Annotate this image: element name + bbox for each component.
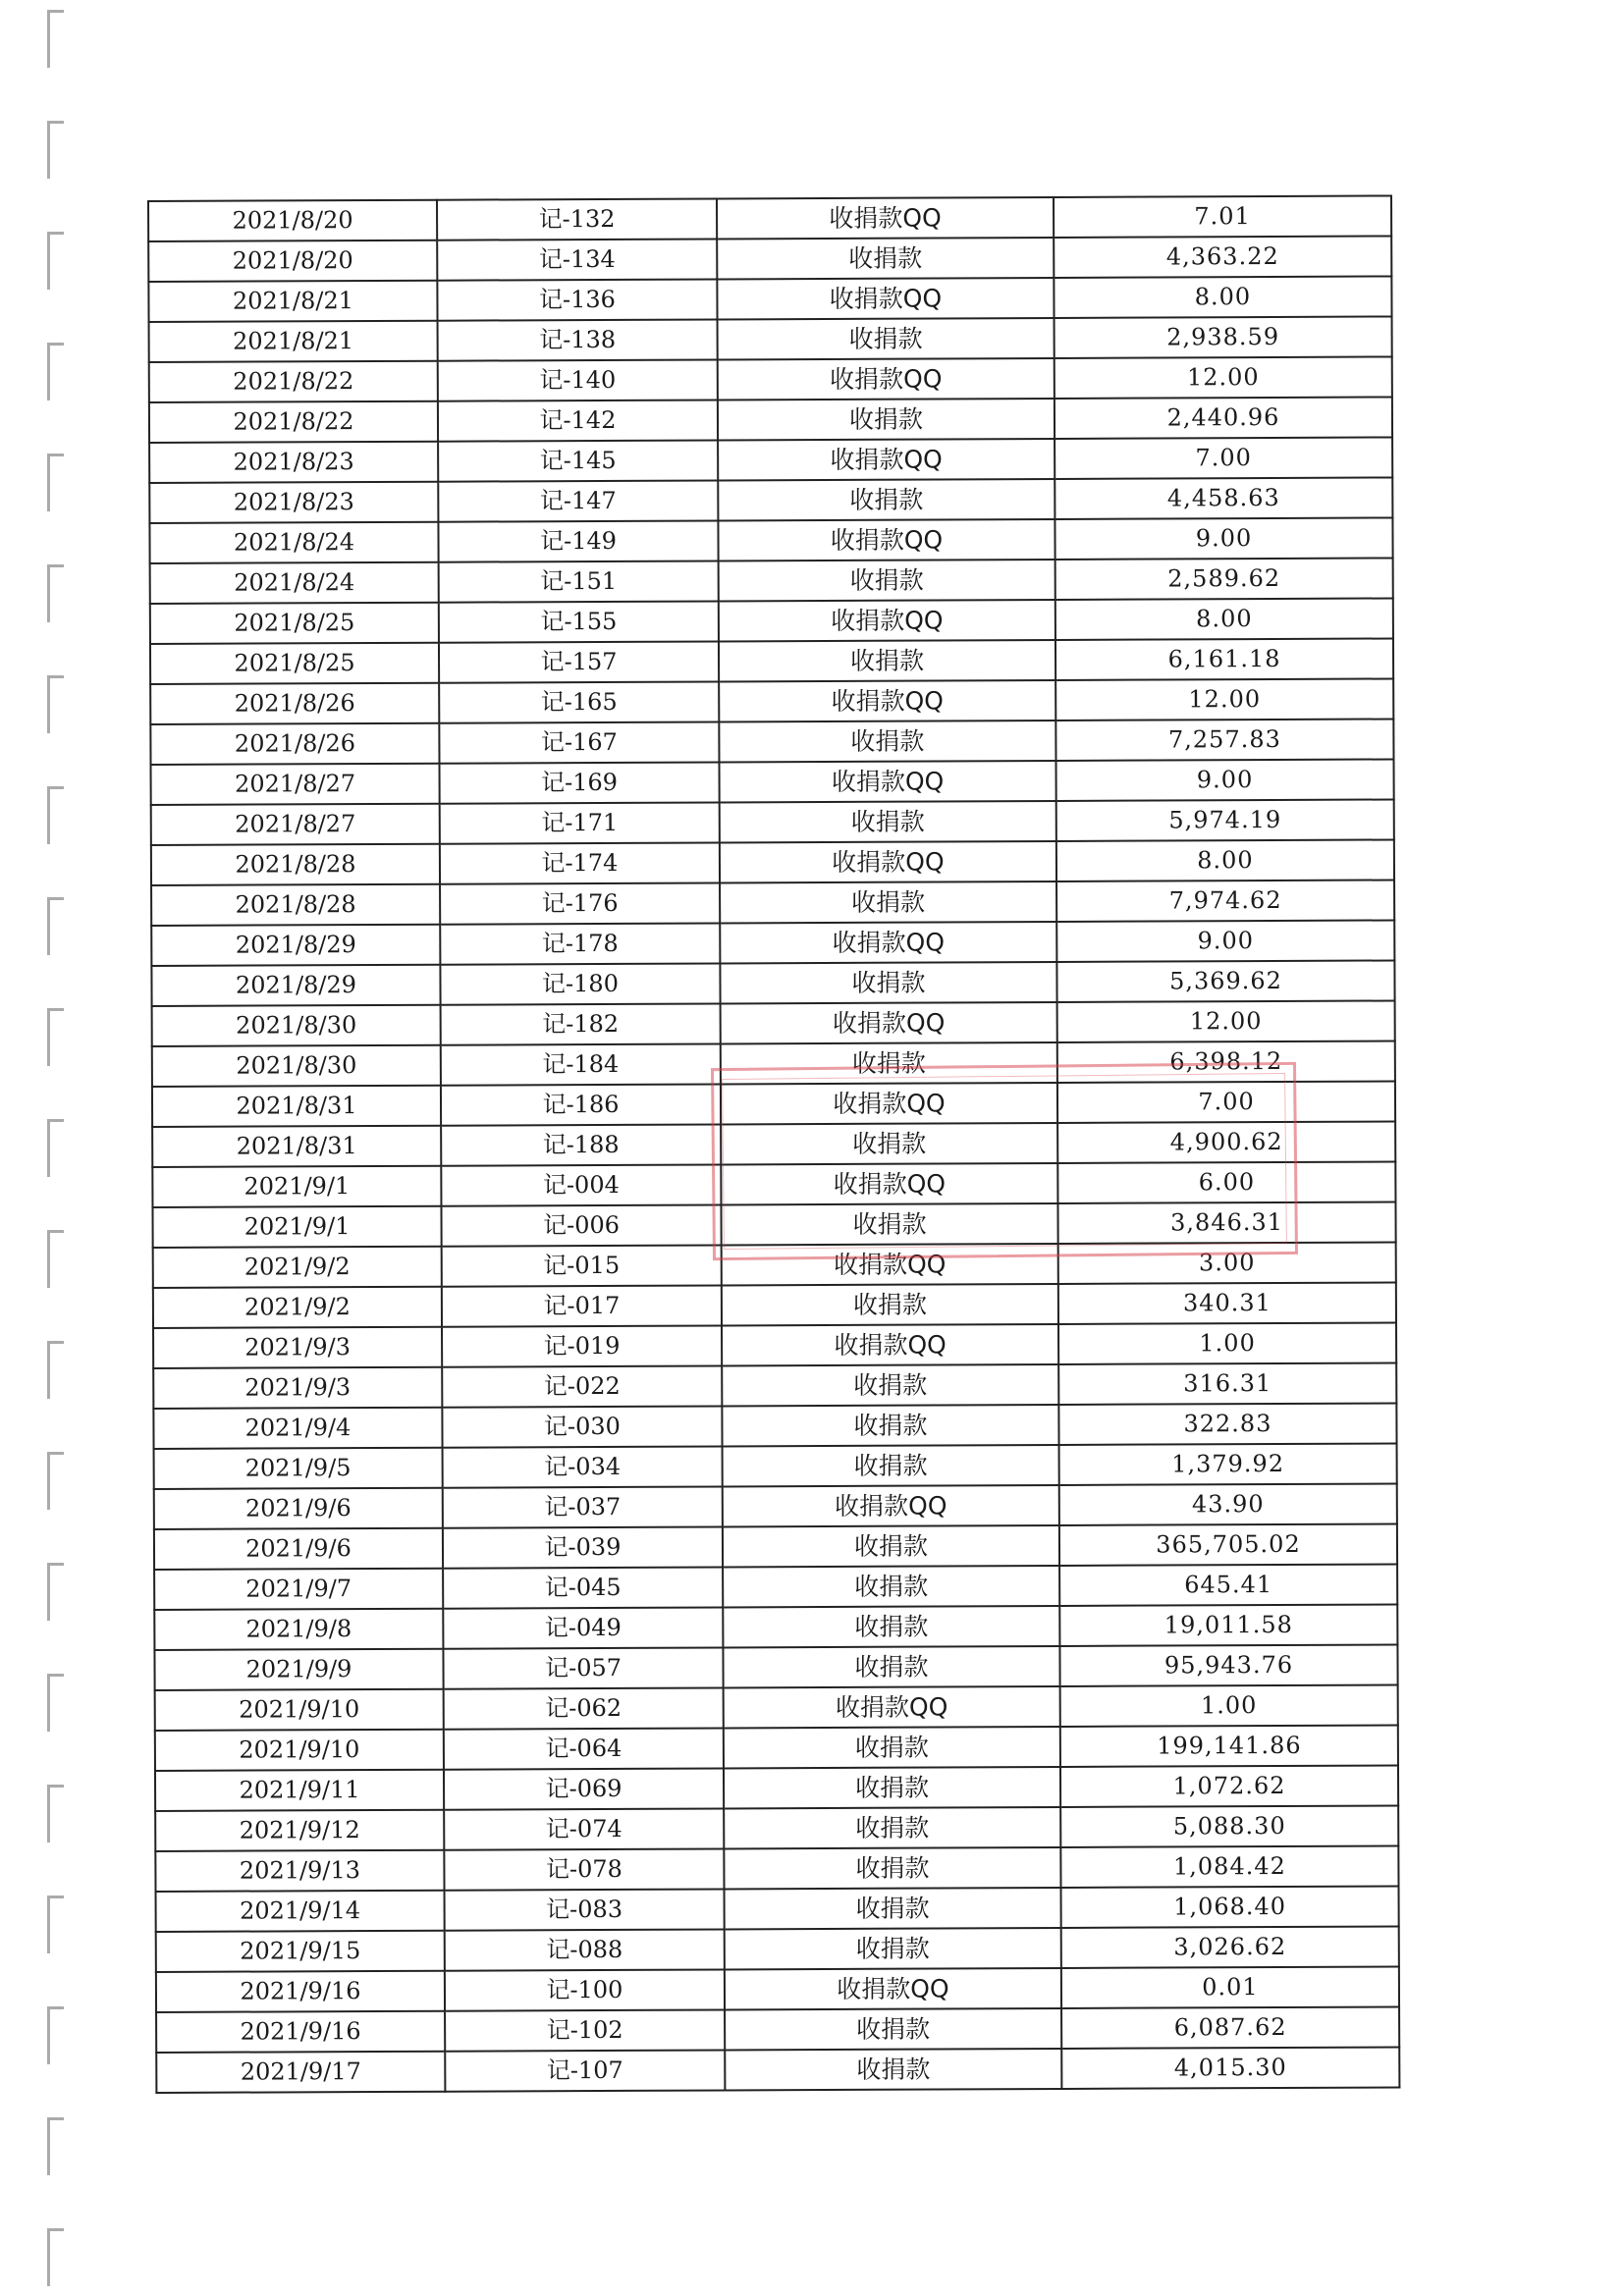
amount-cell: 316.31 xyxy=(1058,1362,1396,1405)
date-cell: 2021/9/2 xyxy=(153,1287,442,1328)
amount-cell: 2,440.96 xyxy=(1055,397,1392,439)
table-row xyxy=(152,1081,1395,1127)
amount-cell: 6.00 xyxy=(1057,1161,1395,1203)
voucher-cell: 记-102 xyxy=(445,2009,725,2051)
date-cell: 2021/8/22 xyxy=(149,401,438,443)
date-cell: 2021/9/4 xyxy=(153,1408,442,1449)
date-cell: 2021/9/16 xyxy=(156,1971,445,2012)
date-cell: 2021/9/2 xyxy=(153,1247,442,1288)
table-row xyxy=(151,839,1394,885)
binding-hole-mark xyxy=(47,897,64,955)
amount-cell: 1,379.92 xyxy=(1059,1443,1397,1485)
table-row xyxy=(150,558,1393,604)
voucher-cell: 记-100 xyxy=(445,1969,725,2010)
table-row xyxy=(155,1684,1398,1731)
voucher-cell: 记-165 xyxy=(439,681,719,722)
summary-cell: 收捐款 xyxy=(720,881,1056,923)
amount-cell: 7.00 xyxy=(1055,437,1392,479)
date-cell: 2021/8/28 xyxy=(151,844,440,885)
table-row xyxy=(151,960,1394,1006)
table-row xyxy=(156,2006,1399,2053)
voucher-cell: 记-074 xyxy=(444,1808,724,1849)
date-cell: 2021/9/8 xyxy=(154,1609,443,1650)
amount-cell: 3,026.62 xyxy=(1061,1926,1399,1968)
voucher-cell: 记-069 xyxy=(444,1768,724,1809)
date-cell: 2021/8/26 xyxy=(150,723,439,765)
amount-cell: 7,257.83 xyxy=(1055,719,1393,761)
voucher-cell: 记-167 xyxy=(439,721,719,763)
amount-cell: 7.00 xyxy=(1057,1081,1395,1123)
summary-cell: 收捐款 xyxy=(722,1284,1058,1325)
voucher-cell: 记-142 xyxy=(438,400,718,441)
date-cell: 2021/8/22 xyxy=(149,361,438,402)
summary-cell: 收捐款 xyxy=(722,1405,1058,1446)
date-cell: 2021/8/20 xyxy=(148,200,437,241)
summary-cell: 收捐款QQ xyxy=(720,922,1056,963)
summary-cell: 收捐款QQ xyxy=(721,1002,1057,1043)
table-row xyxy=(149,316,1392,362)
date-cell: 2021/9/7 xyxy=(154,1569,443,1610)
amount-cell: 322.83 xyxy=(1058,1403,1396,1445)
binding-hole-mark xyxy=(47,675,64,733)
summary-cell: 收捐款 xyxy=(718,318,1055,359)
summary-cell: 收捐款 xyxy=(718,399,1055,440)
amount-cell: 7,974.62 xyxy=(1056,880,1394,922)
summary-cell: 收捐款 xyxy=(722,1364,1058,1406)
date-cell: 2021/8/29 xyxy=(151,965,440,1006)
date-cell: 2021/9/1 xyxy=(152,1166,441,1207)
voucher-cell: 记-064 xyxy=(444,1728,724,1769)
table-row xyxy=(154,1483,1397,1529)
date-cell: 2021/8/31 xyxy=(152,1086,441,1127)
date-cell: 2021/9/9 xyxy=(154,1649,443,1690)
table-row xyxy=(156,2047,1399,2093)
date-cell: 2021/9/6 xyxy=(154,1488,443,1529)
table-row xyxy=(153,1362,1396,1409)
summary-cell: 收捐款 xyxy=(721,1123,1057,1164)
table-row xyxy=(148,276,1391,322)
summary-cell: 收捐款 xyxy=(719,560,1055,601)
amount-cell: 4,458.63 xyxy=(1055,477,1392,519)
date-cell: 2021/8/30 xyxy=(152,1005,441,1046)
summary-cell: 收捐款QQ xyxy=(722,1244,1058,1285)
voucher-cell: 记-132 xyxy=(437,198,717,240)
date-cell: 2021/8/20 xyxy=(148,240,437,282)
table-row xyxy=(149,356,1392,402)
table-row xyxy=(151,759,1394,805)
amount-cell: 9.00 xyxy=(1056,920,1394,962)
amount-cell: 9.00 xyxy=(1056,759,1394,801)
binding-hole-mark xyxy=(47,2228,64,2286)
voucher-cell: 记-017 xyxy=(442,1285,722,1326)
binding-hole-mark xyxy=(47,2117,64,2175)
binding-hole-mark xyxy=(47,1230,64,1288)
date-cell: 2021/9/13 xyxy=(155,1850,444,1892)
date-cell: 2021/9/3 xyxy=(153,1327,442,1368)
table-row xyxy=(152,1201,1395,1248)
amount-cell: 12.00 xyxy=(1055,678,1393,721)
voucher-cell: 记-138 xyxy=(438,319,718,360)
amount-cell: 1,068.40 xyxy=(1061,1886,1399,1928)
amount-cell: 43.90 xyxy=(1059,1483,1397,1525)
binding-hole-mark xyxy=(47,1563,64,1621)
date-cell: 2021/9/10 xyxy=(155,1730,444,1771)
amount-cell: 5,088.30 xyxy=(1060,1805,1398,1847)
amount-cell: 6,087.62 xyxy=(1061,2006,1399,2049)
table-row xyxy=(153,1282,1396,1328)
summary-cell: 收捐款QQ xyxy=(724,1686,1060,1728)
table-row xyxy=(148,195,1391,241)
summary-cell: 收捐款 xyxy=(723,1525,1059,1567)
table-row xyxy=(151,880,1394,926)
amount-cell: 340.31 xyxy=(1058,1282,1396,1324)
date-cell: 2021/9/6 xyxy=(154,1528,443,1570)
summary-cell: 收捐款 xyxy=(719,640,1055,681)
voucher-cell: 记-145 xyxy=(438,440,718,481)
summary-cell: 收捐款QQ xyxy=(723,1485,1059,1526)
amount-cell: 2,938.59 xyxy=(1055,316,1392,358)
amount-cell: 199,141.86 xyxy=(1060,1725,1398,1767)
summary-cell: 收捐款 xyxy=(725,1928,1061,1969)
binding-hole-mark xyxy=(47,564,64,622)
table-row xyxy=(153,1403,1396,1449)
amount-cell: 365,705.02 xyxy=(1059,1523,1397,1566)
table-row xyxy=(154,1564,1397,1610)
date-cell: 2021/9/11 xyxy=(155,1770,444,1811)
binding-hole-mark xyxy=(47,10,64,68)
table-row xyxy=(150,678,1393,724)
summary-cell: 收捐款 xyxy=(723,1445,1059,1486)
date-cell: 2021/9/17 xyxy=(156,2052,445,2093)
amount-cell: 0.01 xyxy=(1061,1966,1399,2008)
summary-cell: 收捐款QQ xyxy=(721,1083,1057,1124)
amount-cell: 8.00 xyxy=(1056,839,1394,881)
summary-cell: 收捐款QQ xyxy=(718,439,1055,480)
voucher-cell: 记-176 xyxy=(440,882,720,924)
binding-hole-mark xyxy=(47,1785,64,1842)
binding-hole-mark xyxy=(47,786,64,844)
date-cell: 2021/9/15 xyxy=(156,1931,445,1972)
table-row xyxy=(152,1161,1395,1207)
summary-cell: 收捐款QQ xyxy=(725,1968,1061,2009)
summary-cell: 收捐款QQ xyxy=(720,841,1056,882)
table-row xyxy=(151,920,1394,966)
binding-hole-mark xyxy=(47,121,64,179)
summary-cell: 收捐款 xyxy=(723,1566,1059,1607)
voucher-cell: 记-045 xyxy=(443,1567,723,1608)
summary-cell: 收捐款 xyxy=(724,1727,1060,1768)
binding-hole-mark xyxy=(47,2006,64,2064)
date-cell: 2021/9/12 xyxy=(155,1810,444,1851)
summary-cell: 收捐款 xyxy=(720,801,1056,842)
date-cell: 2021/8/30 xyxy=(152,1045,441,1087)
summary-cell: 收捐款 xyxy=(717,238,1054,279)
voucher-cell: 记-088 xyxy=(445,1929,725,1970)
voucher-cell: 记-034 xyxy=(443,1446,723,1487)
table-row xyxy=(152,1041,1395,1087)
voucher-cell: 记-015 xyxy=(442,1245,722,1286)
voucher-cell: 记-134 xyxy=(437,239,717,280)
date-cell: 2021/9/16 xyxy=(156,2011,445,2053)
summary-cell: 收捐款 xyxy=(723,1606,1059,1647)
ledger-table-body xyxy=(148,195,1399,2093)
table-row xyxy=(156,1886,1399,1932)
summary-cell: 收捐款QQ xyxy=(719,680,1055,721)
table-row xyxy=(154,1644,1397,1690)
table-row xyxy=(155,1845,1398,1892)
voucher-cell: 记-178 xyxy=(440,923,720,964)
table-row xyxy=(154,1523,1397,1570)
summary-cell: 收捐款 xyxy=(724,1807,1060,1848)
amount-cell: 3,846.31 xyxy=(1057,1201,1395,1244)
voucher-cell: 记-151 xyxy=(439,561,719,602)
ledger-table-container xyxy=(147,194,1396,2093)
voucher-cell: 记-062 xyxy=(444,1687,724,1729)
voucher-cell: 记-174 xyxy=(440,842,720,883)
amount-cell: 7.01 xyxy=(1054,195,1391,238)
voucher-cell: 记-037 xyxy=(443,1486,723,1527)
date-cell: 2021/8/27 xyxy=(151,764,440,805)
voucher-cell: 记-083 xyxy=(445,1889,725,1930)
amount-cell: 8.00 xyxy=(1055,598,1393,640)
binding-hole-mark xyxy=(47,232,64,290)
summary-cell: 收捐款 xyxy=(723,1646,1059,1687)
amount-cell: 1.00 xyxy=(1058,1322,1396,1364)
binding-hole-mark xyxy=(47,1896,64,1953)
voucher-cell: 记-149 xyxy=(438,520,718,561)
amount-cell: 3.00 xyxy=(1058,1242,1396,1284)
table-row xyxy=(150,719,1393,765)
voucher-cell: 记-184 xyxy=(441,1043,721,1085)
voucher-cell: 记-136 xyxy=(437,279,717,320)
table-row xyxy=(153,1322,1396,1368)
summary-cell: 收捐款 xyxy=(725,2049,1061,2090)
date-cell: 2021/8/25 xyxy=(150,643,439,684)
voucher-cell: 记-019 xyxy=(442,1325,722,1366)
date-cell: 2021/8/27 xyxy=(151,804,440,845)
summary-cell: 收捐款QQ xyxy=(719,600,1055,641)
table-row xyxy=(151,799,1394,845)
summary-cell: 收捐款 xyxy=(724,1847,1060,1889)
binding-hole-mark xyxy=(47,1674,64,1732)
voucher-cell: 记-057 xyxy=(443,1647,723,1688)
summary-cell: 收捐款QQ xyxy=(722,1324,1058,1365)
table-row xyxy=(149,397,1392,443)
binding-hole-mark xyxy=(47,454,64,511)
table-row xyxy=(154,1443,1397,1489)
binding-hole-mark xyxy=(47,1452,64,1510)
table-row xyxy=(152,1000,1395,1046)
summary-cell: 收捐款 xyxy=(719,721,1055,762)
table-row xyxy=(155,1765,1398,1811)
summary-cell: 收捐款QQ xyxy=(717,197,1054,239)
voucher-cell: 记-006 xyxy=(441,1204,721,1246)
summary-cell: 收捐款 xyxy=(724,1767,1060,1808)
amount-cell: 2,589.62 xyxy=(1055,558,1393,600)
amount-cell: 1,084.42 xyxy=(1060,1845,1398,1888)
amount-cell: 4,015.30 xyxy=(1061,2047,1399,2089)
summary-cell: 收捐款 xyxy=(721,1203,1057,1245)
voucher-cell: 记-147 xyxy=(438,480,718,521)
voucher-cell: 记-022 xyxy=(442,1365,722,1407)
amount-cell: 12.00 xyxy=(1057,1000,1395,1042)
table-row xyxy=(150,638,1393,684)
date-cell: 2021/8/28 xyxy=(151,884,440,926)
binding-marks xyxy=(0,0,88,2296)
date-cell: 2021/8/23 xyxy=(149,442,438,483)
date-cell: 2021/8/26 xyxy=(150,683,439,724)
date-cell: 2021/8/24 xyxy=(150,562,439,604)
table-row xyxy=(154,1604,1397,1650)
voucher-cell: 记-155 xyxy=(439,601,719,642)
summary-cell: 收捐款 xyxy=(725,2008,1061,2050)
date-cell: 2021/8/29 xyxy=(151,925,440,966)
amount-cell: 4,900.62 xyxy=(1057,1121,1395,1163)
summary-cell: 收捐款QQ xyxy=(717,278,1054,319)
table-row xyxy=(152,1121,1395,1167)
voucher-cell: 记-140 xyxy=(438,359,718,400)
voucher-cell: 记-030 xyxy=(442,1406,722,1447)
date-cell: 2021/9/14 xyxy=(156,1891,445,1932)
date-cell: 2021/9/1 xyxy=(152,1206,441,1248)
table-row xyxy=(153,1242,1396,1288)
voucher-cell: 记-180 xyxy=(440,963,720,1004)
voucher-cell: 记-107 xyxy=(445,2050,725,2091)
date-cell: 2021/9/10 xyxy=(155,1689,444,1731)
table-row xyxy=(156,1926,1399,1972)
amount-cell: 5,369.62 xyxy=(1056,960,1394,1002)
voucher-cell: 记-186 xyxy=(441,1084,721,1125)
voucher-cell: 记-004 xyxy=(441,1164,721,1205)
table-row xyxy=(155,1725,1398,1771)
summary-cell: 收捐款 xyxy=(718,479,1055,520)
amount-cell: 19,011.58 xyxy=(1059,1604,1397,1646)
binding-hole-mark xyxy=(47,1341,64,1399)
table-row xyxy=(149,477,1392,523)
table-row xyxy=(148,236,1391,282)
binding-hole-mark xyxy=(47,1119,64,1177)
date-cell: 2021/8/24 xyxy=(149,522,438,563)
date-cell: 2021/8/31 xyxy=(152,1126,441,1167)
voucher-cell: 记-188 xyxy=(441,1124,721,1165)
date-cell: 2021/8/23 xyxy=(149,482,438,523)
voucher-cell: 记-182 xyxy=(441,1003,721,1044)
amount-cell: 95,943.76 xyxy=(1059,1644,1397,1686)
summary-cell: 收捐款QQ xyxy=(721,1163,1057,1204)
amount-cell: 12.00 xyxy=(1055,356,1392,399)
date-cell: 2021/8/25 xyxy=(150,603,439,644)
table-row xyxy=(149,517,1392,563)
voucher-cell: 记-039 xyxy=(443,1526,723,1568)
binding-hole-mark xyxy=(47,1008,64,1066)
voucher-cell: 记-169 xyxy=(440,762,720,803)
amount-cell: 5,974.19 xyxy=(1056,799,1394,841)
summary-cell: 收捐款QQ xyxy=(720,761,1056,802)
date-cell: 2021/9/5 xyxy=(154,1448,443,1489)
voucher-cell: 记-157 xyxy=(439,641,719,682)
date-cell: 2021/8/21 xyxy=(148,281,437,322)
ledger-table xyxy=(147,194,1400,2094)
amount-cell: 6,161.18 xyxy=(1055,638,1393,680)
summary-cell: 收捐款 xyxy=(725,1888,1061,1929)
table-row xyxy=(155,1805,1398,1851)
table-row xyxy=(150,598,1393,644)
summary-cell: 收捐款QQ xyxy=(718,358,1055,400)
voucher-cell: 记-171 xyxy=(440,802,720,843)
amount-cell: 1,072.62 xyxy=(1060,1765,1398,1807)
date-cell: 2021/8/21 xyxy=(149,321,438,362)
summary-cell: 收捐款 xyxy=(720,962,1056,1003)
table-row xyxy=(149,437,1392,483)
amount-cell: 4,363.22 xyxy=(1054,236,1391,278)
summary-cell: 收捐款 xyxy=(721,1042,1057,1084)
voucher-cell: 记-078 xyxy=(444,1848,724,1890)
amount-cell: 6,398.12 xyxy=(1057,1041,1395,1083)
amount-cell: 9.00 xyxy=(1055,517,1392,560)
table-row xyxy=(156,1966,1399,2012)
amount-cell: 8.00 xyxy=(1054,276,1391,318)
date-cell: 2021/9/3 xyxy=(153,1367,442,1409)
voucher-cell: 记-049 xyxy=(443,1607,723,1648)
amount-cell: 1.00 xyxy=(1060,1684,1398,1727)
summary-cell: 收捐款QQ xyxy=(718,519,1055,561)
amount-cell: 645.41 xyxy=(1059,1564,1397,1606)
binding-hole-mark xyxy=(47,343,64,400)
